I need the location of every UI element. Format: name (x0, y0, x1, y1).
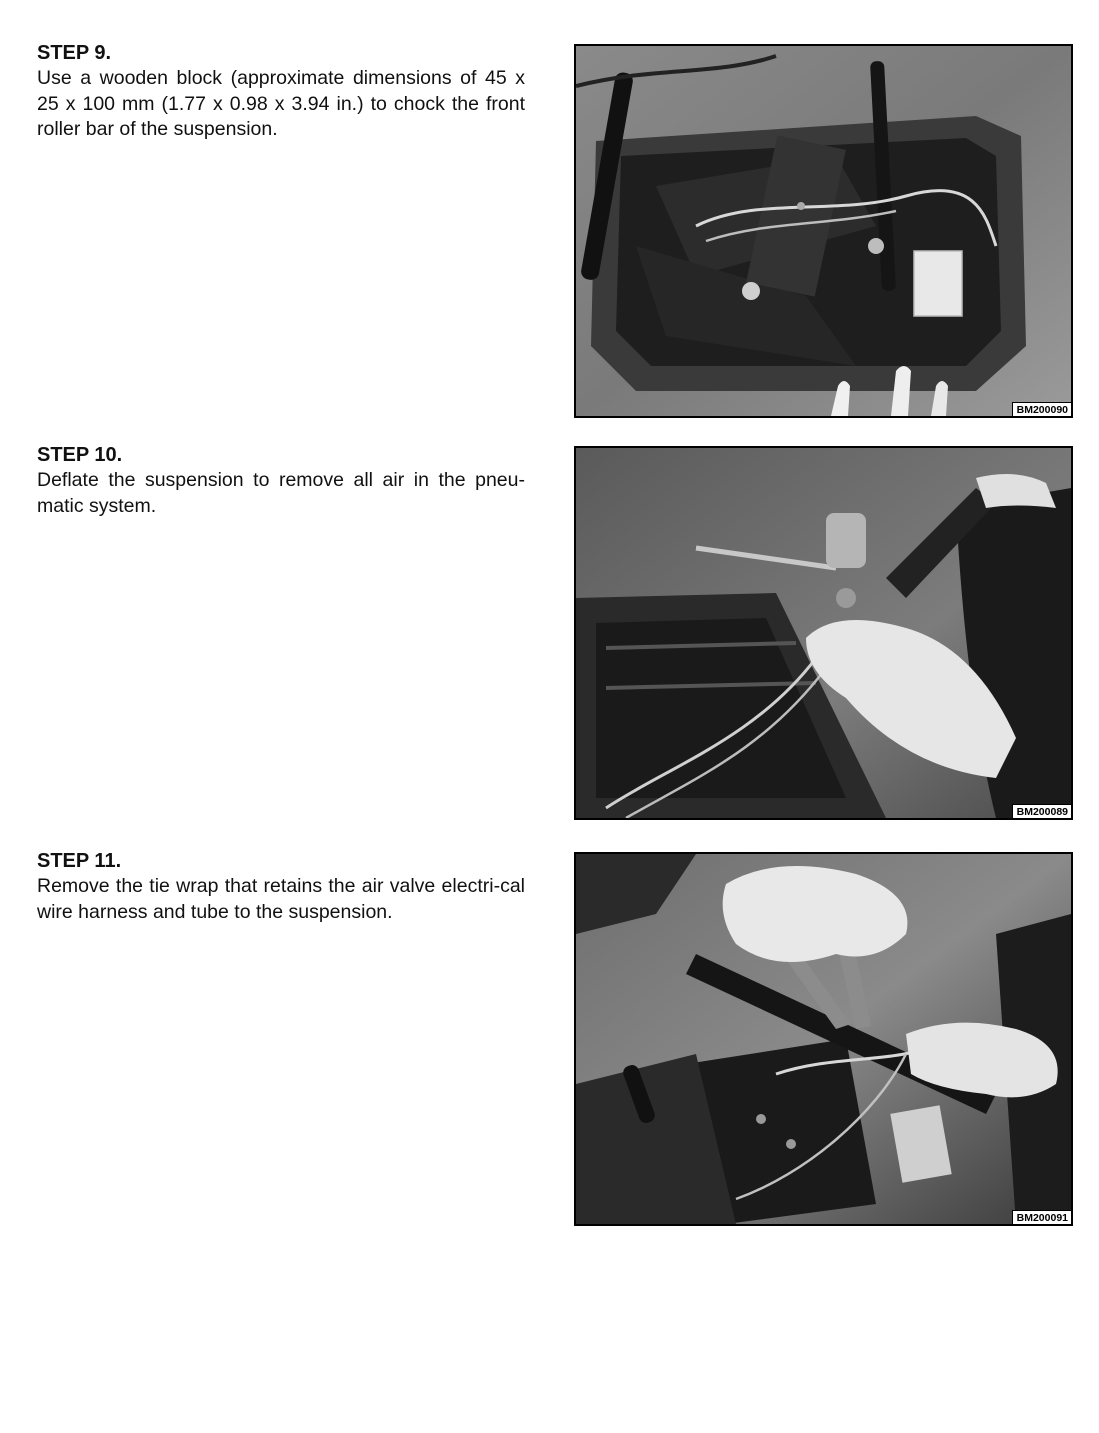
step-10-instruction: Deflate the suspension to remove all air in the pneu-matic system. (37, 469, 525, 517)
step-11-title: STEP 11. (37, 850, 122, 872)
figure-code-bm200091: BM200091 (1012, 1210, 1071, 1224)
seat-suspension-photo-illustration (576, 46, 1071, 416)
remove-tie-wrap-photo-illustration (576, 854, 1071, 1224)
step-11-text (37, 849, 525, 925)
figure-code-bm200090: BM200090 (1012, 402, 1071, 416)
step-10-photo (574, 446, 1073, 820)
step-9-instruction: Use a wooden block (approximate dimensions of 45 x 25 x 100 mm (1.77 x 0.98 x 3.94 in.) to chock the front roller bar of the suspension. (37, 67, 525, 140)
step-10-title: STEP 10. (37, 444, 123, 466)
step-10-text (37, 443, 525, 519)
step-11-photo (574, 852, 1073, 1226)
step-9-text (37, 41, 525, 143)
step-9-photo (574, 44, 1073, 418)
step-11-instruction: Remove the tie wrap that retains the air valve electri-cal wire harness and tube to the suspension. (37, 875, 525, 923)
figure-code-bm200089: BM200089 (1012, 804, 1071, 818)
deflate-suspension-photo-illustration (576, 448, 1071, 818)
step-9-title: STEP 9. (37, 42, 112, 64)
